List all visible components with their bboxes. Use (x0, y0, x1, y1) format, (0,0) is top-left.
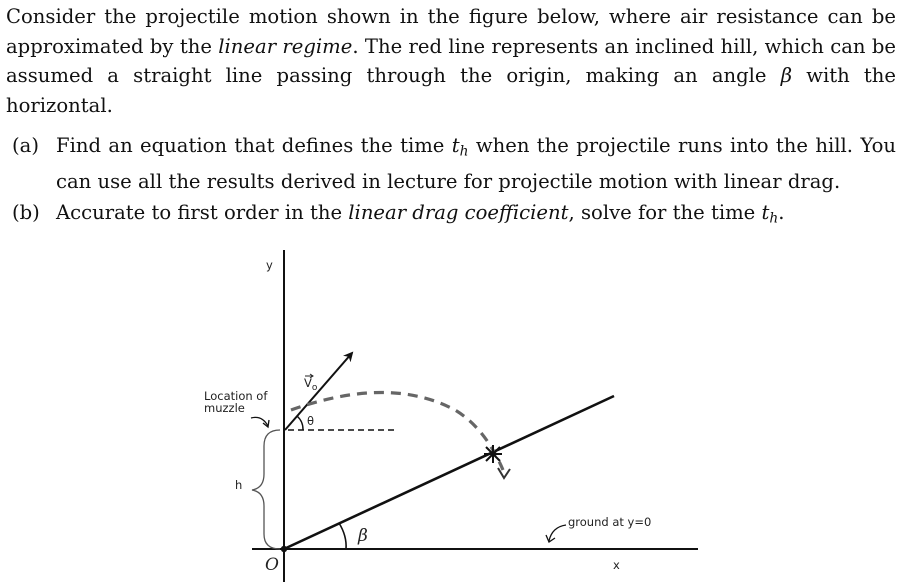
intro-text-2: . The red line represents an inclined hill, which can be assumed a straight line passing through the origin, making an angle (6, 34, 896, 87)
ground-label: ground at y=0 (568, 515, 652, 529)
velocity-label-sub: o (311, 383, 318, 393)
theta-label: θ (307, 414, 315, 428)
hill-line (284, 396, 614, 549)
part-b-text-1: Accurate to first order in the (56, 201, 349, 224)
height-label: h (235, 478, 243, 492)
y-axis-label: y (266, 258, 273, 272)
origin-label: O (265, 555, 279, 575)
part-a-label: (a) (12, 134, 39, 157)
velocity-label-main: V (304, 376, 312, 390)
impact-star-icon (484, 445, 502, 463)
intro-emph-linear-regime: linear regime (218, 34, 353, 58)
part-b-label: (b) (12, 201, 40, 224)
ground-pointer (549, 525, 566, 541)
velocity-label (304, 376, 318, 393)
part-a-t: t (451, 134, 460, 157)
part-b-text-3: . (778, 201, 785, 224)
velocity-vector (285, 353, 352, 430)
height-brace (252, 430, 280, 549)
beta-arc (339, 523, 346, 549)
part-b-t: t (761, 201, 770, 224)
trajectory-path (291, 393, 503, 471)
muzzle-label-line1: Location of (204, 389, 268, 403)
part-b-text-2: , solve for the time (568, 201, 762, 224)
part-a-t-sub: h (459, 143, 469, 160)
beta-label: β (358, 526, 368, 546)
x-axis-label: x (613, 558, 620, 572)
part-b-t-sub: h (769, 210, 779, 227)
part-a-text-2: when the projectile runs into the hill. You can use all the results derived in lecture for projectile motion with linear drag. (56, 134, 896, 193)
theta-arc (297, 416, 303, 430)
intro-beta: β (780, 64, 793, 87)
part-b-emph-drag: linear drag coefficient (348, 201, 569, 224)
intro-text-3: with the horizontal. (6, 64, 896, 117)
part-a-text-1: Find an equation that defines the time (56, 134, 452, 157)
muzzle-label-line2: muzzle (204, 401, 245, 415)
origin-point (281, 546, 287, 552)
intro-text-1: Consider the projectile motion shown in the figure below, where air resistance can be approximated by the (6, 5, 896, 58)
